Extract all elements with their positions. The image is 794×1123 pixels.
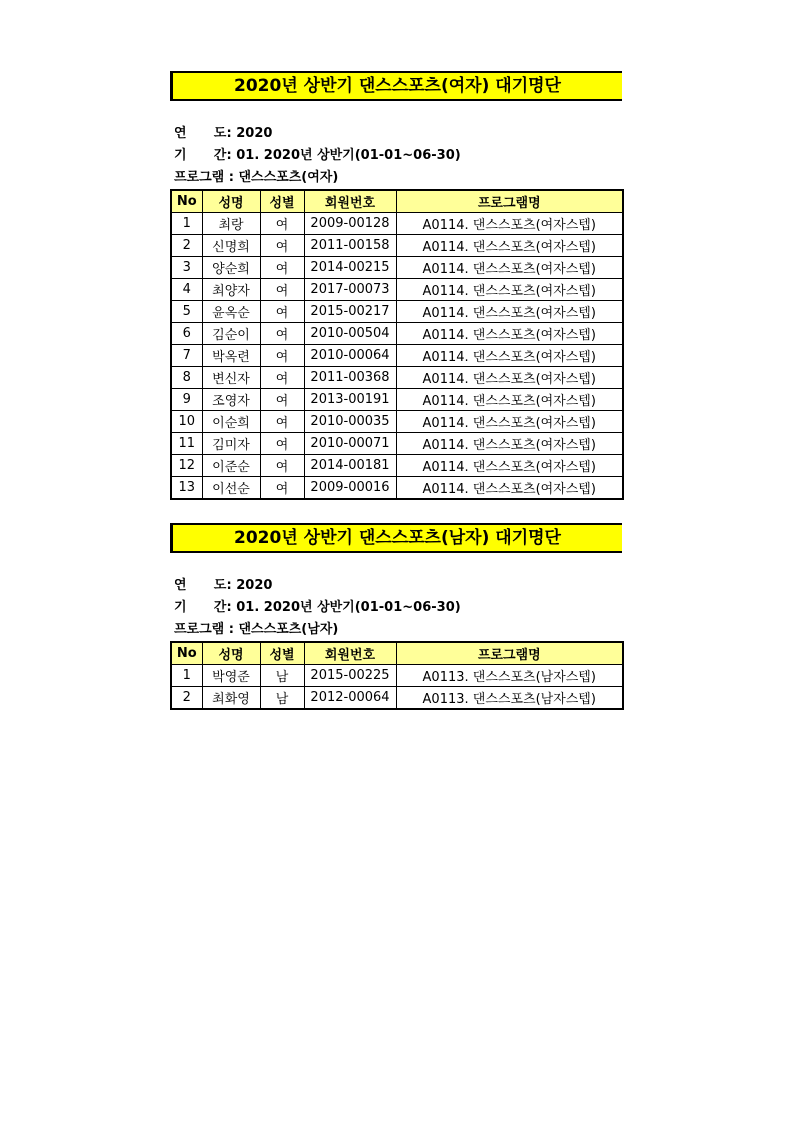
no-cell: 1 xyxy=(171,665,202,687)
table-row xyxy=(171,477,623,500)
table-row xyxy=(171,279,623,301)
member-id-cell: 2013-00191 xyxy=(304,389,396,411)
meta-block xyxy=(170,123,622,189)
table-row xyxy=(171,389,623,411)
program-name-cell: A0113. 댄스스포츠(남자스텝) xyxy=(396,665,623,687)
program-name-cell: A0114. 댄스스포츠(여자스텝) xyxy=(396,477,623,500)
gender-cell: 여 xyxy=(260,455,304,477)
program-name-cell: A0113. 댄스스포츠(남자스텝) xyxy=(396,687,623,710)
section-female xyxy=(170,71,622,500)
name-cell: 조영자 xyxy=(202,389,260,411)
period-label: 기 간 xyxy=(174,600,227,615)
gender-cell: 남 xyxy=(260,665,304,687)
member-id-cell: 2014-00215 xyxy=(304,257,396,279)
table-row xyxy=(171,345,623,367)
name-cell: 박영준 xyxy=(202,665,260,687)
no-cell: 7 xyxy=(171,345,202,367)
table-row xyxy=(171,665,623,687)
column-header: No xyxy=(171,642,202,665)
member-id-cell: 2009-00128 xyxy=(304,213,396,235)
program-label: 프로그램 xyxy=(174,170,225,185)
table-row xyxy=(171,367,623,389)
program-name-cell: A0114. 댄스스포츠(여자스텝) xyxy=(396,433,623,455)
section-banner: 2020년 상반기 댄스스포츠(남자) 대기명단 xyxy=(170,523,622,553)
program-label: 프로그램 xyxy=(174,622,225,637)
table-row xyxy=(171,411,623,433)
program-row xyxy=(174,167,338,189)
table-row xyxy=(171,213,623,235)
gender-cell: 여 xyxy=(260,345,304,367)
gender-cell: 여 xyxy=(260,257,304,279)
name-cell: 윤옥순 xyxy=(202,301,260,323)
table-row xyxy=(171,301,623,323)
member-id-cell: 2014-00181 xyxy=(304,455,396,477)
program-name-cell: A0114. 댄스스포츠(여자스텝) xyxy=(396,279,623,301)
gender-cell: 여 xyxy=(260,367,304,389)
program-name-cell: A0114. 댄스스포츠(여자스텝) xyxy=(396,411,623,433)
no-cell: 5 xyxy=(171,301,202,323)
member-id-cell: 2010-00504 xyxy=(304,323,396,345)
no-cell: 10 xyxy=(171,411,202,433)
period-row xyxy=(174,145,461,167)
table-row xyxy=(171,257,623,279)
no-cell: 9 xyxy=(171,389,202,411)
column-header: 성별 xyxy=(260,642,304,665)
no-cell: 2 xyxy=(171,687,202,710)
gender-cell: 여 xyxy=(260,389,304,411)
member-id-cell: 2015-00217 xyxy=(304,301,396,323)
column-header: 회원번호 xyxy=(304,190,396,213)
no-cell: 3 xyxy=(171,257,202,279)
column-header: 성별 xyxy=(260,190,304,213)
name-cell: 최화영 xyxy=(202,687,260,710)
gender-cell: 여 xyxy=(260,279,304,301)
name-cell: 최양자 xyxy=(202,279,260,301)
name-cell: 양순희 xyxy=(202,257,260,279)
meta-block xyxy=(170,575,622,641)
column-header: 성명 xyxy=(202,190,260,213)
gender-cell: 여 xyxy=(260,213,304,235)
name-cell: 이준순 xyxy=(202,455,260,477)
no-cell: 2 xyxy=(171,235,202,257)
period-value: : 01. 2020년 상반기(01-01~06-30) xyxy=(222,600,461,615)
column-header: 프로그램명 xyxy=(396,642,623,665)
year-value: : 2020 xyxy=(222,126,273,141)
name-cell: 김미자 xyxy=(202,433,260,455)
gender-cell: 여 xyxy=(260,323,304,345)
no-cell: 13 xyxy=(171,477,202,500)
no-cell: 4 xyxy=(171,279,202,301)
waitlist-table xyxy=(170,189,624,500)
gender-cell: 여 xyxy=(260,235,304,257)
no-cell: 12 xyxy=(171,455,202,477)
column-header: No xyxy=(171,190,202,213)
year-label: 연 도 xyxy=(174,578,227,593)
gender-cell: 여 xyxy=(260,301,304,323)
period-row xyxy=(174,597,461,619)
program-value: : 댄스스포츠(여자) xyxy=(224,170,339,185)
table-header-row xyxy=(171,642,623,665)
program-name-cell: A0114. 댄스스포츠(여자스텝) xyxy=(396,257,623,279)
program-name-cell: A0114. 댄스스포츠(여자스텝) xyxy=(396,455,623,477)
program-value: : 댄스스포츠(남자) xyxy=(224,622,339,637)
member-id-cell: 2010-00035 xyxy=(304,411,396,433)
member-id-cell: 2011-00368 xyxy=(304,367,396,389)
no-cell: 6 xyxy=(171,323,202,345)
member-id-cell: 2010-00064 xyxy=(304,345,396,367)
no-cell: 1 xyxy=(171,213,202,235)
member-id-cell: 2011-00158 xyxy=(304,235,396,257)
program-name-cell: A0114. 댄스스포츠(여자스텝) xyxy=(396,345,623,367)
gender-cell: 여 xyxy=(260,477,304,500)
program-name-cell: A0114. 댄스스포츠(여자스텝) xyxy=(396,213,623,235)
year-row xyxy=(174,123,272,145)
column-header: 성명 xyxy=(202,642,260,665)
table-row xyxy=(171,235,623,257)
table-row xyxy=(171,455,623,477)
program-name-cell: A0114. 댄스스포츠(여자스텝) xyxy=(396,323,623,345)
program-name-cell: A0114. 댄스스포츠(여자스텝) xyxy=(396,301,623,323)
program-row xyxy=(174,619,338,641)
name-cell: 최랑 xyxy=(202,213,260,235)
name-cell: 이선순 xyxy=(202,477,260,500)
period-value: : 01. 2020년 상반기(01-01~06-30) xyxy=(222,148,461,163)
year-value: : 2020 xyxy=(222,578,273,593)
table-row xyxy=(171,433,623,455)
name-cell: 이순희 xyxy=(202,411,260,433)
year-label: 연 도 xyxy=(174,126,227,141)
name-cell: 신명희 xyxy=(202,235,260,257)
table-row xyxy=(171,323,623,345)
year-row xyxy=(174,575,272,597)
column-header: 프로그램명 xyxy=(396,190,623,213)
waitlist-table xyxy=(170,641,624,710)
no-cell: 11 xyxy=(171,433,202,455)
member-id-cell: 2010-00071 xyxy=(304,433,396,455)
gender-cell: 여 xyxy=(260,433,304,455)
section-banner: 2020년 상반기 댄스스포츠(여자) 대기명단 xyxy=(170,71,622,101)
program-name-cell: A0114. 댄스스포츠(여자스텝) xyxy=(396,389,623,411)
table-header-row xyxy=(171,190,623,213)
gender-cell: 여 xyxy=(260,411,304,433)
program-name-cell: A0114. 댄스스포츠(여자스텝) xyxy=(396,367,623,389)
program-name-cell: A0114. 댄스스포츠(여자스텝) xyxy=(396,235,623,257)
name-cell: 김순이 xyxy=(202,323,260,345)
period-label: 기 간 xyxy=(174,148,227,163)
name-cell: 변신자 xyxy=(202,367,260,389)
name-cell: 박옥련 xyxy=(202,345,260,367)
table-row xyxy=(171,687,623,710)
column-header: 회원번호 xyxy=(304,642,396,665)
member-id-cell: 2015-00225 xyxy=(304,665,396,687)
no-cell: 8 xyxy=(171,367,202,389)
member-id-cell: 2009-00016 xyxy=(304,477,396,500)
gender-cell: 남 xyxy=(260,687,304,710)
section-male xyxy=(170,523,622,710)
member-id-cell: 2012-00064 xyxy=(304,687,396,710)
member-id-cell: 2017-00073 xyxy=(304,279,396,301)
